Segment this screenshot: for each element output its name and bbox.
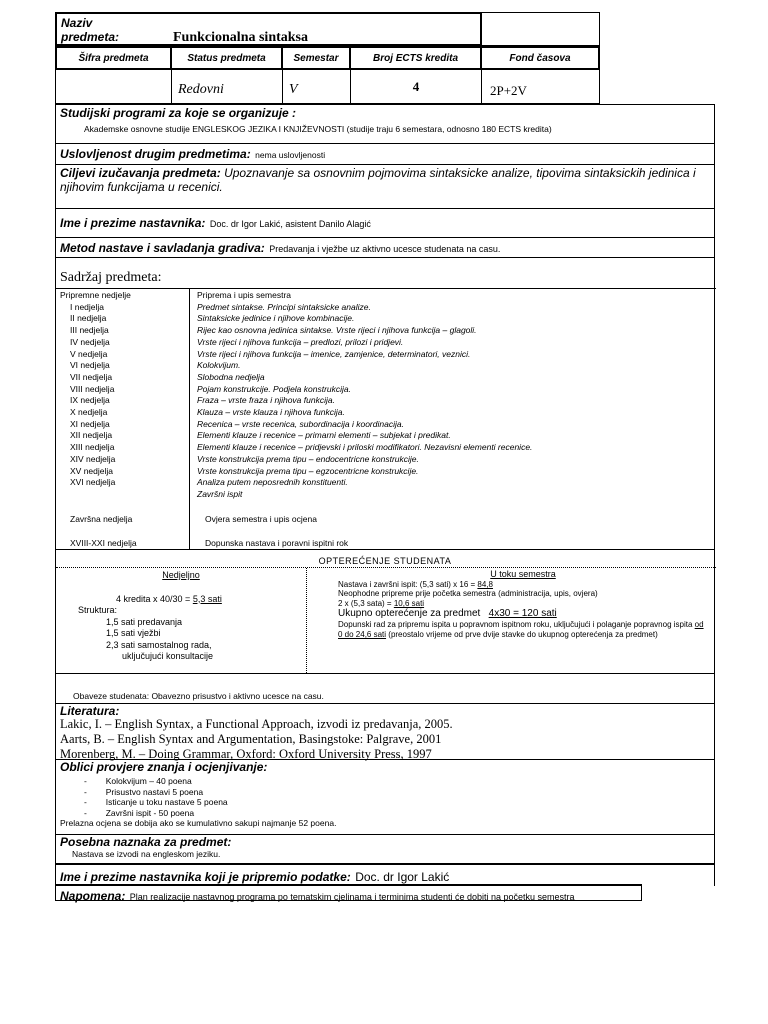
ciljevi-label: Ciljevi izučavanja predmeta:	[60, 166, 221, 180]
uslovljenost-value: nema uslovljenosti	[255, 150, 326, 160]
nastavnik-value: Doc. dr Igor Lakić, asistent Danilo Alagić	[209, 219, 371, 229]
week-topic: Vrste konstrukcija prema tipu – egzocentricne konstrukcije.	[197, 465, 419, 476]
obaveze-text: Obaveze studenata: Obavezno prisustvo i aktivno ucesce na casu.	[73, 691, 324, 701]
napomena-value: Plan realizacije nastavnog programa po tematskim cjelinama i terminima studenti će dobiti na početku semestra	[129, 892, 575, 902]
struktura-label: Struktura:	[78, 605, 118, 615]
week-label	[60, 489, 188, 501]
header-right-blank	[482, 12, 600, 46]
val-semestar: V	[283, 70, 351, 104]
oblici-item: - Isticanje u toku nastave 5 poena	[84, 797, 228, 807]
week-topic: Završni ispit	[197, 488, 243, 499]
col-status: Status predmeta	[172, 46, 283, 70]
col-fond: Fond časova	[482, 46, 600, 70]
week-topic: Recenica – vrste recenica, subordinacija i koordinacija.	[197, 418, 404, 429]
pripremio-row	[56, 863, 714, 886]
week-topic: Vrste konstrukcija prema tipu – endocentricne konstrukcije.	[197, 453, 419, 464]
col-semestar: Semestar	[283, 46, 351, 70]
week-topic: Klauza – vrste klauza i njihova funkcija.	[197, 407, 345, 418]
week-label: XV nedjelja	[70, 465, 114, 476]
week-topic: Pojam konstrukcije. Podjela konstrukcija.	[197, 383, 352, 394]
nastavnik-label: Ime i prezime nastavnika:	[60, 216, 206, 230]
weeks-table	[56, 288, 716, 549]
semestar-r1-result: 84,8	[477, 579, 493, 589]
week-topic: Kolokvijum.	[197, 360, 241, 371]
week-label: Pripremne nedjelje	[60, 290, 131, 300]
val-sifra	[55, 70, 172, 104]
week-topic: Elementi klauze i recenice – primarni elementi – subjekat i predikat.	[197, 430, 451, 441]
semestar-r4: Ukupno opterećenje za predmet	[338, 608, 481, 620]
week-label: V nedjelja	[70, 348, 108, 359]
posebna-value: Nastava se izvodi na engleskom jeziku.	[72, 849, 221, 859]
week-label: XIII nedjelja	[70, 442, 115, 453]
main-table	[55, 104, 715, 886]
literatura-label: Literatura:	[60, 704, 120, 718]
oblici-label: Oblici provjere znanja i ocjenjivanje:	[60, 760, 268, 774]
uslovljenost-label: Uslovljenost drugim predmetima:	[60, 147, 251, 161]
struktura-2: 1,5 sati vježbi	[106, 628, 161, 638]
sadrzaj-title-row	[56, 257, 714, 288]
week-topic: Dopunska nastava i poravni ispitni rok	[205, 538, 349, 549]
oblici-item: - Prisustvo nastavi 5 poena	[84, 786, 204, 797]
week-topic: Slobodna nedjelja	[197, 371, 265, 382]
opterecenje-title: OPTEREĆENJE STUDENATA	[318, 556, 452, 566]
nedjeljno-result: 5,3 sati	[192, 593, 222, 604]
uslovljenost-row	[56, 143, 714, 164]
opterecenje-right	[338, 570, 708, 640]
week-label: VII nedjelja	[70, 371, 113, 382]
oblici-prelazna: Prelazna ocjena se dobija ako se kumulativno sakupi najmanje 52 poena.	[60, 818, 337, 828]
week-topic: Vrste rijeci i njihova funkcija – imenice, zamjenice, determinatori, veznici.	[197, 348, 471, 359]
week-topic: Vrste rijeci i njihova funkcija – predlozi, prilozi i pridjevi.	[197, 336, 404, 347]
nedjeljno-title: Nedjeljno	[162, 570, 200, 580]
metod-value: Predavanja i vježbe uz aktivno ucesce studenata na casu.	[269, 244, 501, 254]
semestar-r1: Nastava i završni ispit: (5,3 sati) x 16 =	[338, 579, 476, 589]
week-topic: Fraza – vrste fraza i njihova funkcija.	[197, 395, 335, 406]
literatura-item: Lakic, I. – English Syntax, a Functional Approach, izvodi iz predavanja, 2005.	[60, 717, 453, 731]
semestar-r4-result: 4x30 = 120 sati	[488, 608, 557, 620]
nedjeljno-calc: 4 kredita x 40/30 =	[116, 593, 191, 604]
napomena-row	[55, 884, 642, 901]
week-label: XVIII-XXI nedjelja	[70, 538, 137, 549]
val-status: Redovni	[172, 70, 283, 104]
struktura-3: 2,3 sati samostalnog rada,	[106, 639, 212, 650]
val-ects: 4	[351, 70, 482, 104]
struktura-1: 1,5 sati predavanja	[106, 616, 183, 627]
week-label: X nedjelja	[70, 407, 108, 418]
week-label: XII nedjelja	[70, 430, 113, 441]
posebna-row	[56, 834, 714, 863]
week-label: VIII nedjelja	[70, 383, 115, 394]
week-topic: Priprema i upis semestra	[197, 290, 292, 300]
metod-row	[56, 237, 714, 257]
week-label: XIV nedjelja	[70, 453, 116, 464]
struktura-4: uključujući konsultacije	[122, 651, 214, 661]
semestar-title: U toku semestra	[490, 569, 556, 579]
ciljevi-row	[56, 164, 714, 208]
week-topic: Sintaksicke jedinice i njihove kombinacije.	[197, 313, 355, 324]
col-sifra: Šifra predmeta	[55, 46, 172, 70]
semestar-r3-result: 10,6 sati	[393, 598, 425, 608]
semestar-r5-result: od 0 do 24,6 sati	[338, 620, 704, 639]
week-topic: Rijec kao osnovna jedinica sintakse. Vrste rijeci i njihova funkcija – glagoli.	[197, 325, 477, 336]
literatura-item: Aarts, B. – English Syntax and Argumentation, Basingstoke: Palgrave, 2001	[60, 732, 442, 746]
week-topic: Ovjera semestra i upis ocjena	[205, 513, 317, 524]
semestar-r3: 2 x (5,3 sata) =	[338, 598, 392, 608]
programi-value: Akademske osnovne studije ENGLESKOG JEZIKA I KNJIŽEVNOSTI (studije traju 6 semestara, odnosno 180 ECTS kredita)	[84, 124, 552, 134]
literatura-row	[56, 703, 714, 759]
oblici-row	[56, 759, 714, 834]
week-label: IX nedjelja	[70, 395, 110, 406]
weeks-left	[60, 290, 188, 550]
week-label: I nedjelja	[70, 301, 105, 312]
week-label: II nedjelja	[70, 313, 107, 324]
val-fond: 2P+2V	[482, 70, 600, 104]
week-label: XVI nedjelja	[70, 477, 116, 488]
metod-label: Metod nastave i savladanja gradiva:	[60, 241, 265, 255]
literatura-item: Morenberg, M. – Doing Grammar, Oxford: Oxford University Press, 1997	[60, 747, 432, 761]
nastavnik-row	[56, 208, 714, 237]
oblici-item: - Završni ispit - 50 poena	[84, 807, 195, 818]
sadrzaj-label: Sadržaj predmeta:	[60, 270, 162, 285]
week-label: III nedjelja	[70, 325, 109, 336]
week-topic: Elementi klauze i recenice – pridjevski i priloski modifikatori. Nezavisni elementi recenice.	[197, 442, 533, 453]
pripremio-value: Doc. dr Igor Lakić	[355, 870, 450, 884]
oblici-item: - Kolokvijum – 40 poena	[84, 776, 192, 786]
programi-row	[56, 104, 714, 143]
header-title-cell	[55, 12, 482, 46]
semestar-r6: (preostalo vrijeme od prve dvije stavke do ukupnog opterećenja za predmet)	[388, 629, 658, 639]
week-label: IV nedjelja	[70, 336, 110, 347]
week-topic: Predmet sintakse. Principi sintaksicke analize.	[197, 301, 371, 312]
week-label: XI nedjelja	[70, 418, 110, 429]
posebna-label: Posebna naznaka za predmet:	[60, 835, 232, 849]
obaveze-row	[56, 673, 714, 703]
opterecenje-title-row	[56, 549, 714, 567]
pripremio-label: Ime i prezime nastavnika koji je pripremio podatke:	[60, 870, 351, 884]
naziv-label: Naziv predmeta:	[61, 16, 120, 44]
week-label: VI nedjelja	[70, 360, 110, 371]
weeks-right	[197, 290, 712, 550]
week-topic: Analiza putem neposrednih konstituenti.	[197, 477, 348, 488]
opterecenje-left	[56, 570, 306, 663]
opterecenje-body	[56, 567, 716, 673]
napomena-label: Napomena:	[60, 889, 126, 903]
ciljevi-value: Upoznavanje sa osnovnim pojmovima sintaksicke analize, tipovima sintaksickih jedinica i njihovim funkcijama u recenici.	[60, 166, 696, 194]
semestar-r2: Neophodne pripreme prije početka semestra (administracija, upis, ovjera)	[338, 589, 598, 599]
semestar-r5: Dopunski rad za pripremu ispita u popravnom ispitnom roku, uključujući i polaganje popravnog ispita	[338, 620, 693, 630]
programi-label: Studijski programi za koje se organizuje :	[60, 106, 297, 120]
naziv-value: Funkcionalna sintaksa	[173, 30, 308, 45]
col-ects: Broj ECTS kredita	[351, 46, 482, 70]
week-label: Završna nedjelja	[70, 513, 133, 524]
header-columns	[55, 46, 600, 104]
